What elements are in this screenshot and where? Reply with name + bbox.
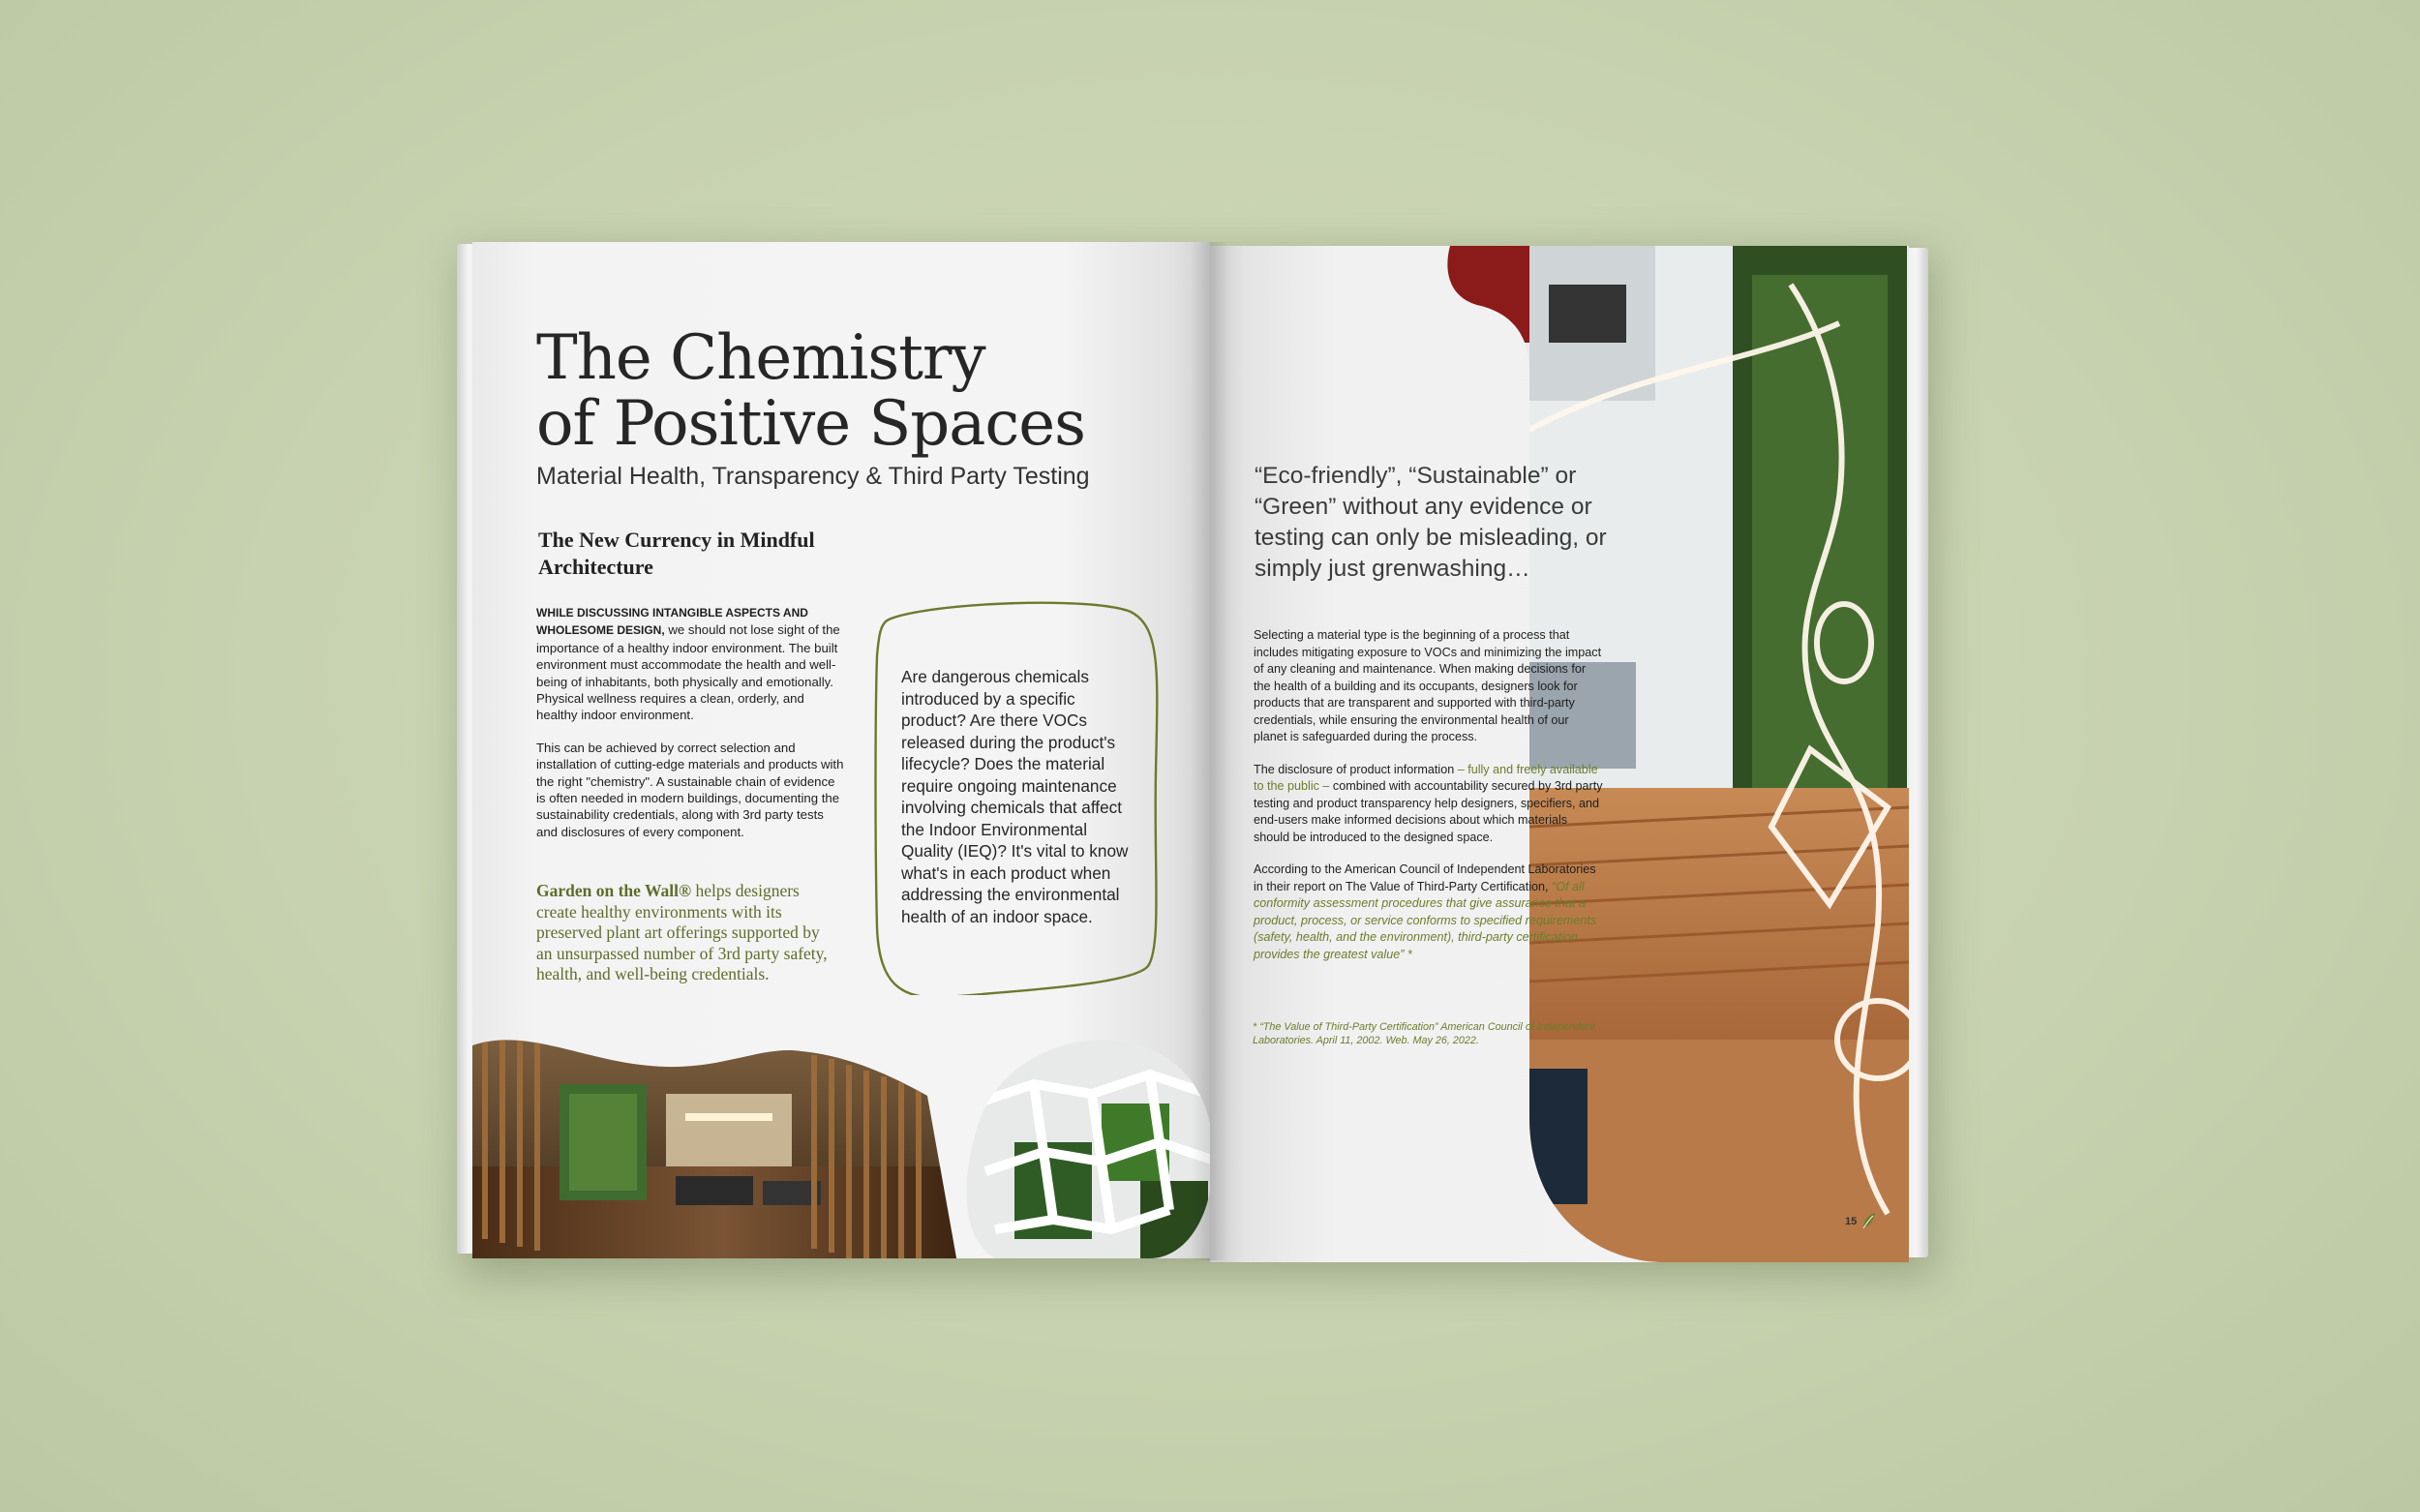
second-paragraph: This can be achieved by correct selection and installation of cutting-edge materials and products with the right "chemistry". A sustainable chain of evidence is often needed in modern buildings, documenting the sustainability credentials, along with 3rd party tests and disclosures of every component. bbox=[536, 740, 844, 839]
intro-paragraph bbox=[536, 604, 844, 724]
gutter-shadow bbox=[1191, 242, 1229, 1260]
callout-text: Are dangerous chemicals introduced by a specific product? Are there VOCs released during the product's lifecycle? Does the material require ongoing maintenance involving chemicals that affect the Indoor Environmental Quality (IEQ)? It's vital to know what's in each product when addressing the environmental health of an indoor space. bbox=[901, 667, 1129, 926]
left-page bbox=[472, 242, 1210, 1258]
intro-rest: we should not lose sight of the importance of a healthy indoor environment. The built environment must accommodate the health and well-being of inhabitants, both physically and emotionally. Physical wellness requires a clean, orderly, and healthy indoor environment. bbox=[536, 622, 840, 723]
footnote: * “The Value of Third-Party Certification” American Council of Independent Laboratories. April 11, 2002. Web. May 26, 2022. bbox=[1253, 1021, 1595, 1046]
promo-body: helps designers create healthy environments with its preserved plant art offerings supported by an unsurpassed number of 3rd party safety, health, and well-being credentials. bbox=[536, 881, 828, 983]
page-subtitle: Material Health, Transparency & Third Party Testing bbox=[536, 463, 1090, 490]
p3-quote: “Of all conformity assessment procedures that give assurance that a product, process, or service conforms to specified requirements (safety, health, and the environment), third-party certification provides the greatest value” * bbox=[1254, 879, 1597, 961]
intro-lead: WHILE DISCUSSING INTANGIBLE ASPECTS AND WHOLESOME DESIGN, bbox=[536, 606, 808, 638]
right-paragraph-1: Selecting a material type is the beginning of a process that includes mitigating exposure to VOCs and minimizing the impact of any cleaning and maintenance. When making decisions for the health of a building and its occupants, designers look for products that are transparent and supported with third-party credentials, while ensuring the environmental health of our planet is safeguarded during the process. bbox=[1254, 628, 1602, 743]
title-line-2: of Positive Spaces bbox=[536, 388, 1085, 460]
p3-start: According to the American Council of Independent Laboratories in their report on The Value of Third-Party Certification, bbox=[1254, 862, 1596, 893]
leaf-icon bbox=[1860, 1212, 1876, 1229]
pull-quote: “Eco-friendly”, “Sustainable” or “Green” without any evidence or testing can only be misleading, or simply just grenwashing… bbox=[1255, 463, 1607, 582]
promo-brand: Garden on the Wall® bbox=[536, 881, 692, 900]
p2-start: The disclosure of product information bbox=[1254, 762, 1458, 776]
p2-highlight: – fully and freely available to the public – bbox=[1254, 762, 1598, 793]
section-heading: The New Currency in Mindful Architecture bbox=[538, 528, 815, 579]
p2-end: combined with accountability secured by 3rd party testing and product transparency help designers, specifiers, and end-users make informed decisions about which materials should be introduced to the designed space. bbox=[1254, 779, 1603, 844]
page-title bbox=[536, 322, 1085, 460]
right-page bbox=[1210, 246, 1909, 1262]
interior-photo-collage bbox=[472, 987, 1210, 1258]
right-paragraph-2 bbox=[1254, 762, 1604, 847]
right-body-text bbox=[1254, 627, 1604, 979]
title-line-1: The Chemistry bbox=[536, 322, 985, 394]
page-number: 15 bbox=[1845, 1216, 1858, 1227]
intro-text bbox=[536, 604, 844, 856]
promo-text bbox=[536, 881, 836, 985]
right-paragraph-3 bbox=[1254, 862, 1604, 963]
